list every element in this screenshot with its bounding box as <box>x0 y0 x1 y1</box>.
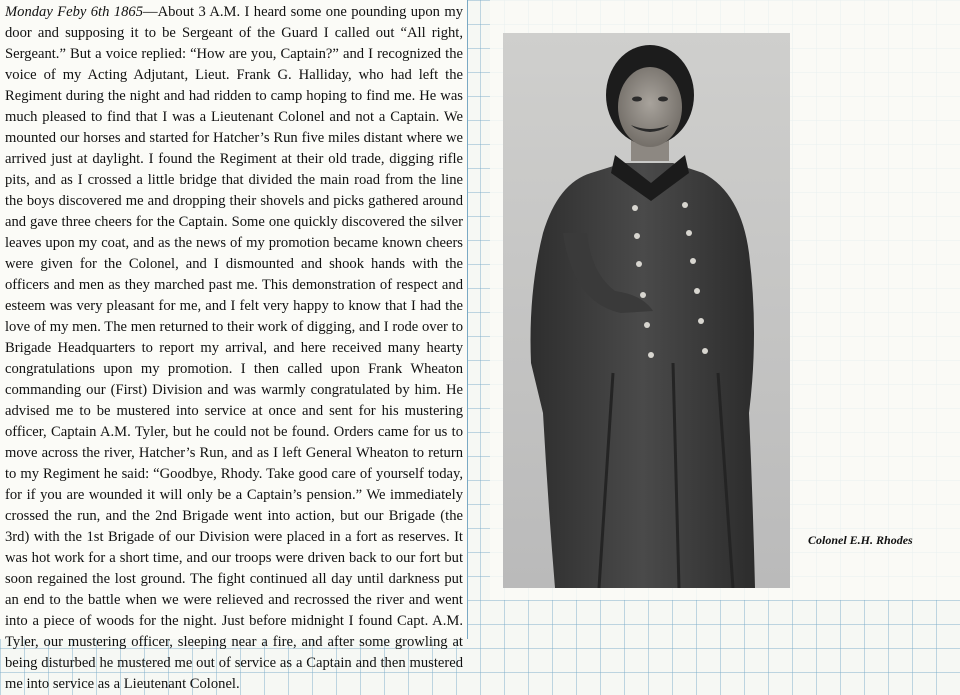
officer-coat <box>531 163 756 588</box>
portrait-photo <box>503 33 790 588</box>
diary-entry <box>5 2 463 695</box>
right-eye <box>658 97 668 102</box>
diary-dateline: Monday Feby 6th 1865 <box>5 4 143 20</box>
portrait-illustration <box>503 33 790 588</box>
diary-body: —About 3 A.M. I heard some one pounding upon my door and supposing it to be Sergeant of the Guard I called out “All right, Sergeant.” But a voice replied: “How are you, Captain?” and I recognized the voice of my Acting Adjutant, Lieut. Frank G. Halliday, who had left the Regiment during the night and had ridden to camp hoping to find me. He was much pleased to find that I was a Lieutenant Colonel and not a Captain. We mounted our horses and started for Hatcher’s Run five miles distant where we arrived just at daylight. I found the Regiment at their old trade, digging rifle pits, and as I crossed a little bridge that divided the main road from the line the boys discovered me and dropping their shovels and picks gathered around and gave three cheers for the Captain. Some one quickly discovered the silver leaves upon my coat, and as the news of my promotion became known cheers were given for the Colonel, and I dismounted and shook hands with the officers and men as they marched past me. This demonstration of respect and esteem was very pleasant for me, and I felt very happy to know that I had the love of my men. The men returned to their work of digging, and I rode over to Brigade Headquarters to report my arrival, and here received many hearty congratulations upon my promotion. I then called upon Frank Wheaton commanding our (First) Division and was warmly congratulated by him. He advised me to be mustered into service at once and sent for his mustering officer, Captain A.M. Tyler, but he could not be found. Orders came for us to move across the river, Hatcher’s Run, and as I left General Wheaton to return to my Regiment he said: “Goodbye, Rhody. Take good care of yourself today, for if you are wounded it will only be a Captain’s pension.” We immediately crossed the run, and the 2nd Brigade went into action, but our Brigade (the 3rd) with the 1st Brigade of our Division were placed in a fort as reserves. It was hot work for a short time, and our troops were driven back to our fort but soon regained the lost ground. The fight continued all day until darkness put an end to the battle when we were relieved and recrossed the river and went into a piece of woods for the night. Just before midnight I found Capt. A.M. Tyler, our mustering officer, sleeping near a fire, and after some growling at being disturbed he mustered me out of service as a Captain and then mustered me into service as a Lieutenant Colonel. <box>5 4 463 692</box>
diary-text-panel <box>0 0 468 692</box>
left-eye <box>632 97 642 102</box>
photo-caption: Colonel E.H. Rhodes <box>808 533 913 547</box>
face <box>618 67 682 147</box>
